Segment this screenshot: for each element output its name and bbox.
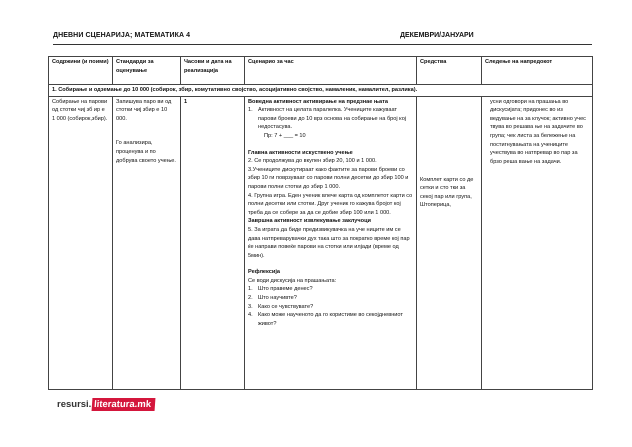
cell-hours: 1 — [181, 96, 245, 389]
table-header-row — [49, 57, 593, 85]
reflection-question: 3. Како се чувствувате? — [248, 303, 314, 310]
intro-example: Пр: 7 + ___ = 10 — [264, 132, 306, 139]
reflection-question: 2. Што научивте? — [248, 295, 297, 302]
reflection-question: 4. Како може наученото да го користиме во секојдневниот живот? — [248, 312, 403, 327]
main-item-4: 4. Групна игра. Еден ученик влече карта од комплетот карти со полни десетки или стотки. Друг ученик го кажува бројот кој треба да се собере за да се добие збир 100 или 1 000. — [248, 192, 413, 216]
lesson-plan-table — [48, 56, 593, 390]
cell-standards — [113, 96, 181, 389]
table-row — [49, 96, 593, 389]
main-activity-title: Главна активности искуствено учење — [248, 149, 353, 156]
publisher-logo — [57, 398, 155, 411]
cell-scenario — [245, 96, 417, 389]
final-activity-title: Завршна активност извлекување заклучоци — [248, 218, 371, 225]
col-header-scenario: Сценарио за час — [245, 57, 417, 85]
main-item-3: 3.Учениците дискутираат како фактите за парови броеви со збир 10 ги поврзуваат со парови полни десетки до збир 100 и парови полни стотки до збир 1 000. — [248, 166, 409, 190]
standard-2: Го анализира, проценува и по добрува своето учење. — [116, 140, 176, 164]
col-header-content: Содржини (и поими) — [49, 57, 113, 85]
reflection-title: Рефлексија — [248, 269, 280, 276]
col-header-progress: Следење на напредокот — [482, 57, 593, 85]
reflection-question: 1. Што правеме денес? — [248, 286, 313, 293]
main-item-2: 2. Се продолжува до вкупен збир 20, 100 и 1 000. — [248, 158, 377, 165]
document-period: ДЕКЕМВРИ/ЈАНУАРИ — [400, 32, 474, 39]
final-item-5: 5. За играта да биде предизвикувачка на уче ниците им се дава натпреварувачки дух така што за пократко време кој пар ќе направи повеќе парови на стотки или илјади (време од 5мин). — [248, 226, 410, 259]
logo-brand: literatura.mk — [92, 398, 156, 411]
cell-resources: Комплет карти со де сетки и сто тки за секој пар или група, Штоперица, — [417, 96, 482, 389]
cell-content: Собирање на парови од стотки чиј зб ир е 1 000 (собирок,збир). — [49, 96, 113, 389]
section-title: 1. Собирање и одземање до 10 000 (собирок, збир, комутативно својство, асоцијативно својство, намаленик, намалител, разлика). — [49, 85, 593, 97]
intro-item: 1. Активност на целата паралелка. Учениците кажуваат парови броеви до 10 врз основа на собирање на број кој недостасува. — [248, 107, 407, 131]
reflection-intro: Се води дискусија на прашањата: — [248, 277, 337, 284]
intro-activity-title: Воведна активност активирање на предзнае њата — [248, 98, 388, 105]
col-header-hours: Часови и дата на реализација — [181, 57, 245, 85]
page-header — [53, 30, 592, 45]
standard-1: Запишува паро ви од стотки чиј збир е 10 000. — [116, 98, 172, 122]
cell-progress: усни одговори на прашања во дискусијата; придонес во из ведување на за клучок; активно учес твува во решава ње на задачите во група; чек листа за бележење на постигнувањата на учениците учествува во натпревар во пар за брзо реша вање на задачи. — [482, 96, 593, 389]
col-header-resources: Средства — [417, 57, 482, 85]
section-row — [49, 85, 593, 97]
document-title: ДНЕВНИ СЦЕНАРИЈА; МАТЕМАТИКА 4 — [53, 32, 191, 39]
logo-prefix: resursi. — [57, 399, 92, 410]
col-header-standards: Стандарди за оценување — [113, 57, 181, 85]
